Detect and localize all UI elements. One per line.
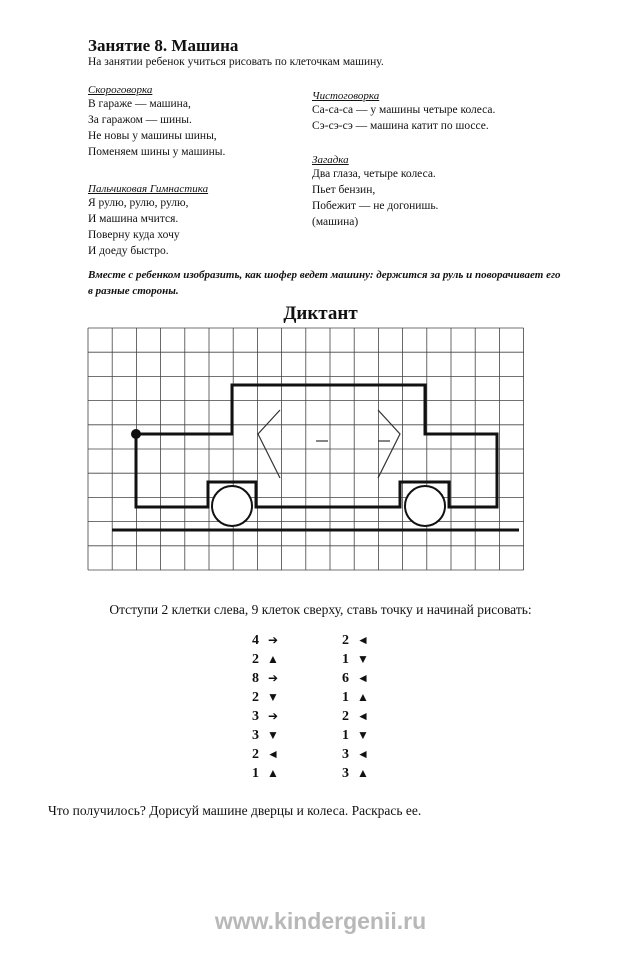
page-title: Занятие 8. Машина [88,36,239,55]
palchikovaya-line: Я рулю, рулю, рулю, [88,197,189,209]
skorogovorka-heading: Скороговорка [88,84,153,96]
dictation-title: Диктант [283,303,358,324]
arrow-up-icon: ▲ [267,652,279,666]
arrow-up-icon: ▲ [357,766,369,780]
arrow-down-icon: ▼ [267,728,279,742]
dictation-step [245,763,281,782]
dictation-step [335,744,371,763]
dictation-step [335,649,371,668]
arrow-left-icon: ◄ [357,633,369,647]
arrow-up-icon: ▲ [357,690,369,704]
skorogovorka-line: В гараже — машина, [88,98,191,110]
arrow-up-icon: ▲ [267,766,279,780]
page-subtitle: На занятии ребенок учиться рисовать по клеточкам машину. [88,56,384,68]
zagadka-line: Два глаза, четыре колеса. [312,168,436,180]
closing-text: Что получилось? Дорисуй машине дверцы и колеса. Раскрась ее. [48,803,422,818]
step-count: 6 [342,671,349,686]
rear-window [258,410,280,478]
dictation-step [245,725,281,744]
front-window [378,410,400,478]
palchikovaya-heading: Пальчиковая Гимнастика [88,183,209,195]
step-count: 2 [342,709,349,724]
dictation-step [245,706,281,725]
arrow-right-icon: ➔ [267,709,279,723]
skorogovorka-line: Не новы у машины шины, [88,130,217,142]
dictation-step [335,725,371,744]
arrow-left-icon: ◄ [357,709,369,723]
step-count: 3 [342,747,349,762]
step-count: 3 [342,766,349,781]
dictation-step [335,630,371,649]
palchikovaya-line: И доеду быстро. [88,245,169,257]
grid-lines [88,328,524,570]
arrow-down-icon: ▼ [357,728,369,742]
dictation-step [245,649,281,668]
dictation-start-instruction: Отступи 2 клетки слева, 9 клеток сверху, ставь точку и начинай рисовать: [109,602,532,617]
step-count: 2 [252,690,259,705]
arrow-left-icon: ◄ [267,747,279,761]
arrow-left-icon: ◄ [357,671,369,685]
dictation-step [245,744,281,763]
dictation-step [245,630,281,649]
dictation-right-column [335,630,371,782]
car-drawing [112,385,519,530]
arrow-down-icon: ▼ [357,652,369,666]
palchikovaya-line: И машина мчится. [88,213,179,225]
zagadka-line: (машина) [312,216,359,228]
step-count: 2 [342,633,349,648]
dictation-step [335,687,371,706]
step-count: 3 [252,728,259,743]
step-count: 3 [252,709,259,724]
palchikovaya-line: Поверну куда хочу [88,229,180,241]
activity-instruction: Вместе с ребенком изобразить, как шофер ведет машину: держится за руль и поворачивает его в разные стороны. [88,269,561,297]
front-wheel [405,486,445,526]
step-count: 8 [252,671,259,686]
skorogovorka-line: За гаражом — шины. [88,114,192,126]
car-body-outline [136,385,497,507]
step-count: 1 [342,690,349,705]
dictation-step [335,668,371,687]
skorogovorka-line: Поменяем шины у машины. [88,146,226,158]
start-dot [131,429,141,439]
website-watermark[interactable]: www.kindergenii.ru [214,908,427,934]
chistogovorka-heading: Чистоговорка [312,90,380,102]
chistogovorka-line: Са-са-са — у машины четыре колеса. [312,104,496,116]
arrow-left-icon: ◄ [357,747,369,761]
dictation-step [335,706,371,725]
zagadka-line: Пьет бензин, [312,184,376,196]
zagadka-line: Побежит — не догонишь. [312,200,439,212]
dictation-step [245,668,281,687]
chistogovorka-line: Сэ-сэ-сэ — машина катит по шоссе. [312,120,489,132]
dictation-step [335,763,371,782]
step-count: 1 [342,728,349,743]
arrow-right-icon: ➔ [267,633,279,647]
step-count: 2 [252,652,259,667]
step-count: 2 [252,747,259,762]
dictation-left-column [245,630,281,782]
step-count: 1 [252,766,259,781]
arrow-down-icon: ▼ [267,690,279,704]
step-count: 1 [342,652,349,667]
rear-wheel [212,486,252,526]
zagadka-heading: Загадка [312,154,349,166]
step-count: 4 [252,633,259,648]
dictation-step [245,687,281,706]
arrow-right-icon: ➔ [267,671,279,685]
